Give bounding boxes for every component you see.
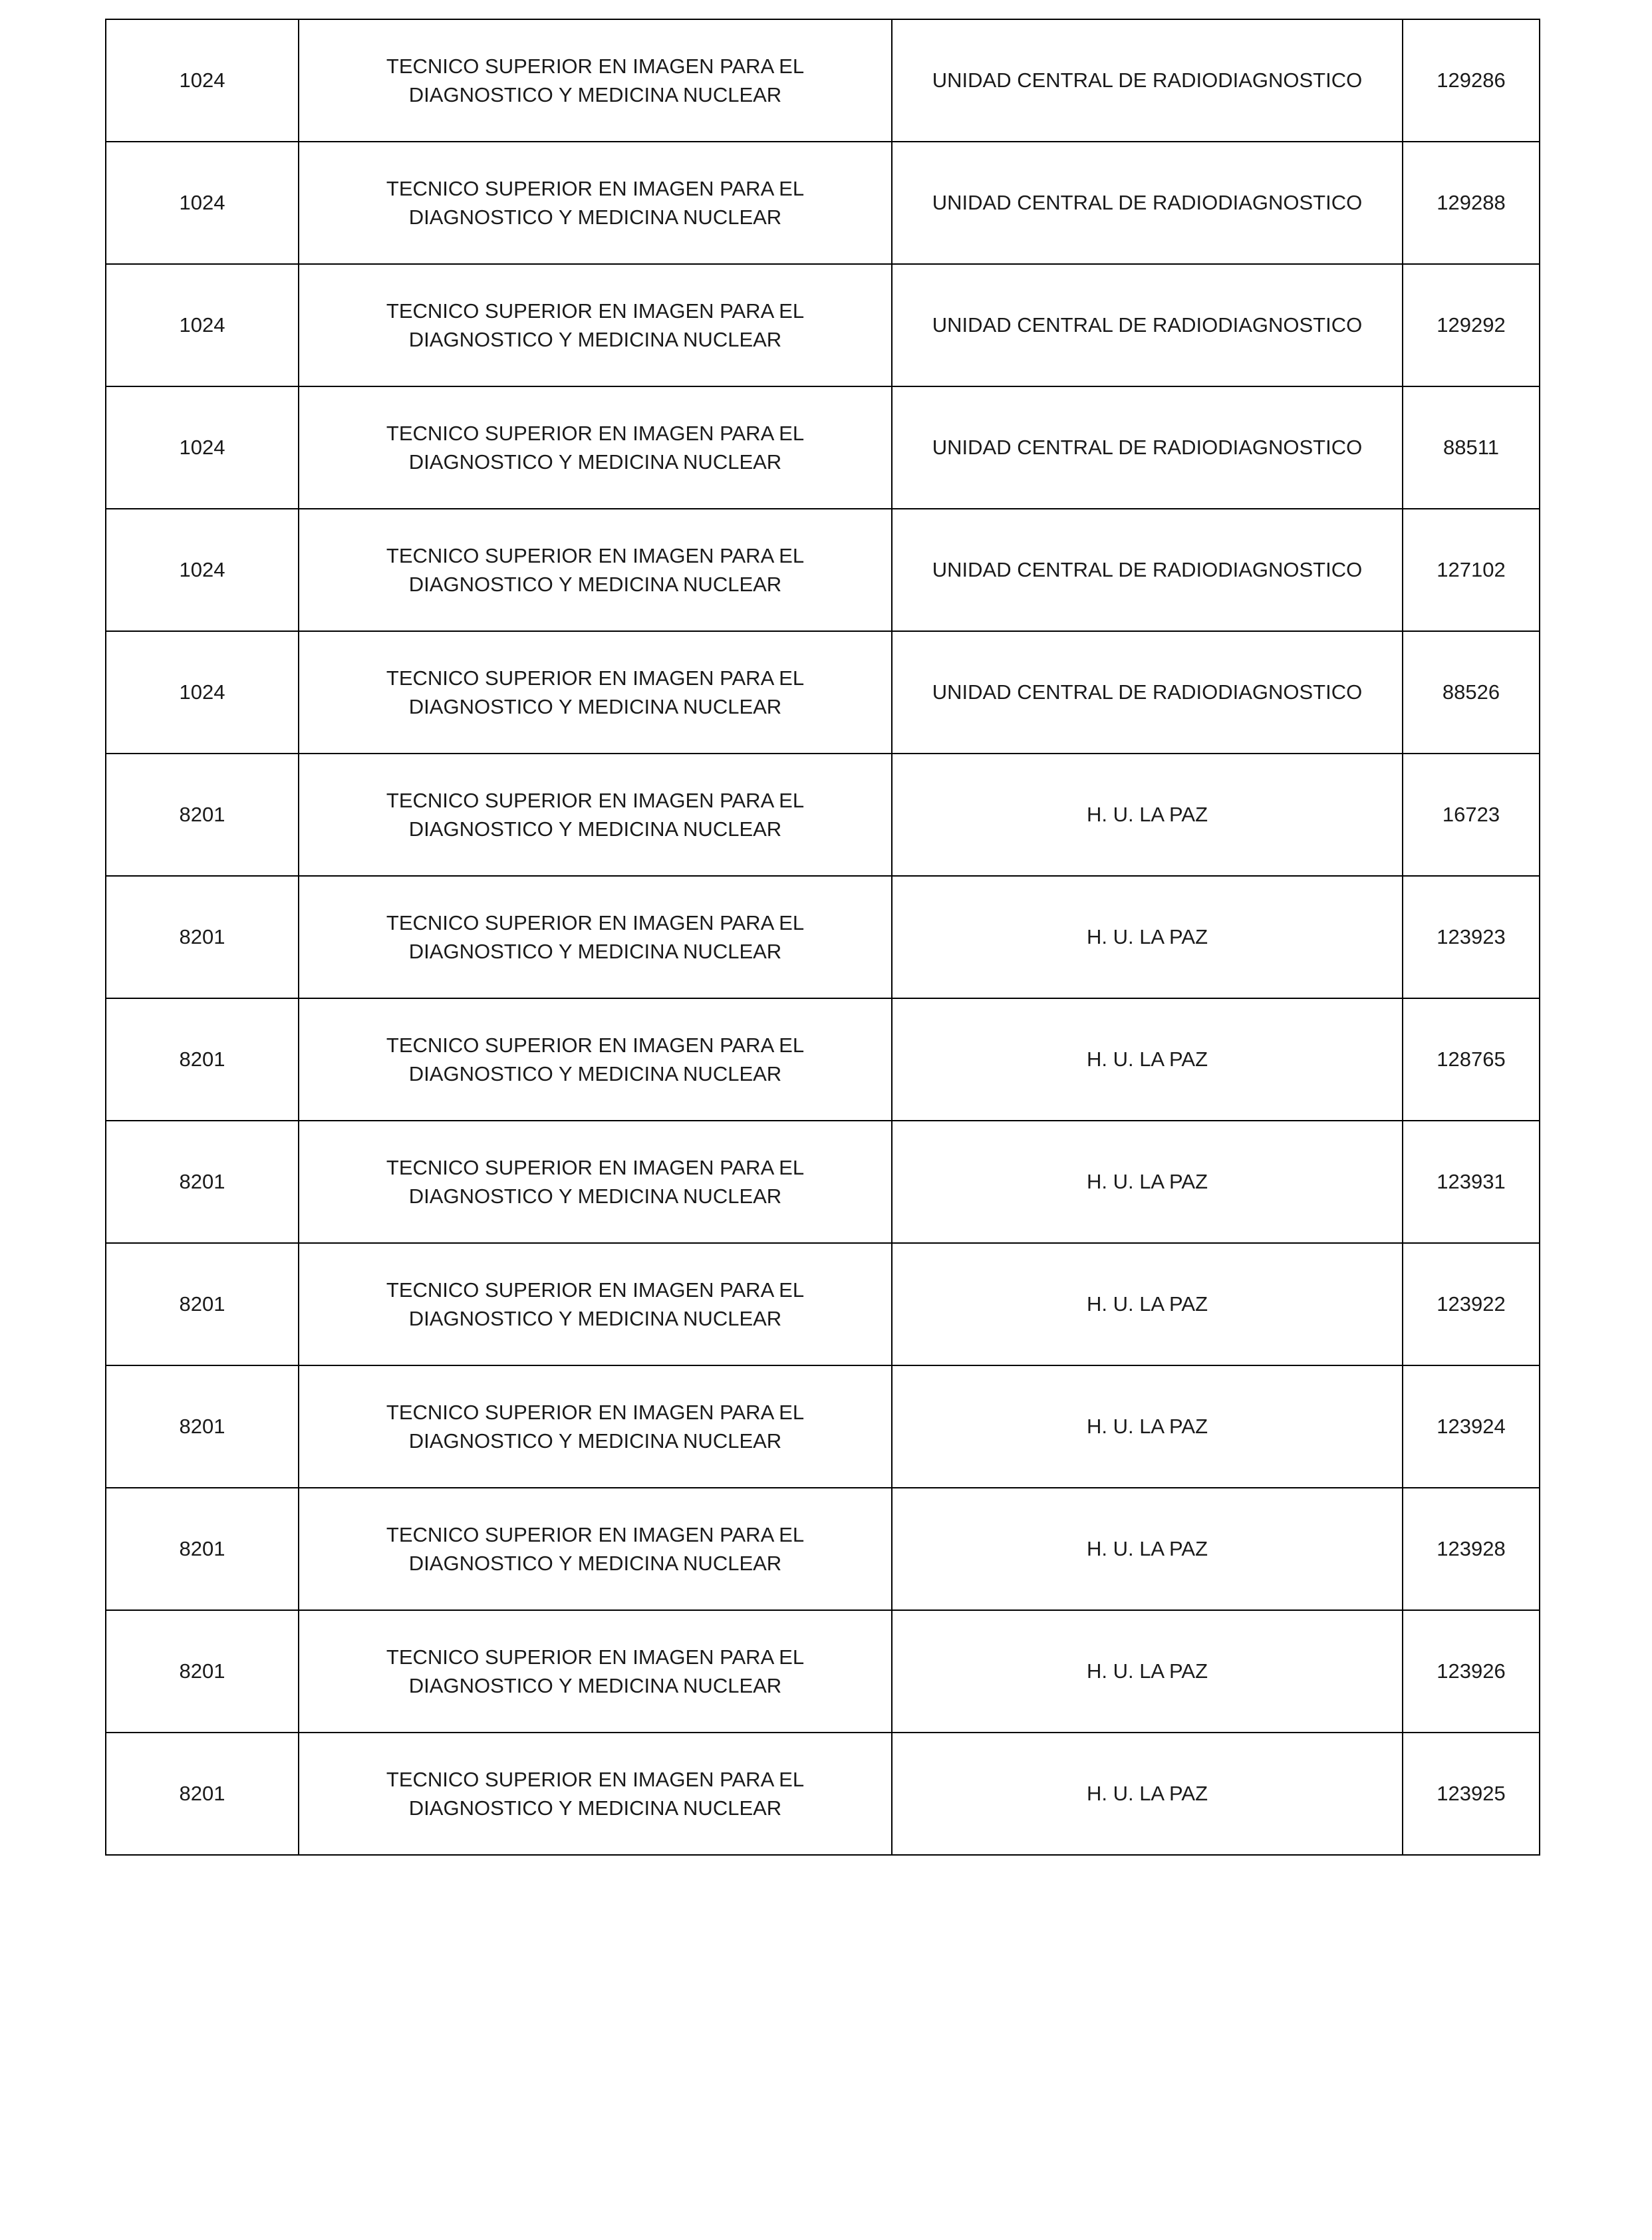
cell-code: 8201 bbox=[106, 1365, 299, 1488]
cell-number: 16723 bbox=[1403, 754, 1540, 876]
cell-code: 8201 bbox=[106, 1610, 299, 1733]
table-row bbox=[106, 1365, 1540, 1488]
cell-code: 1024 bbox=[106, 19, 299, 142]
cell-title: TECNICO SUPERIOR EN IMAGEN PARA EL DIAGNOSTICO Y MEDICINA NUCLEAR bbox=[299, 264, 892, 386]
cell-title: TECNICO SUPERIOR EN IMAGEN PARA EL DIAGNOSTICO Y MEDICINA NUCLEAR bbox=[299, 876, 892, 998]
cell-title: TECNICO SUPERIOR EN IMAGEN PARA EL DIAGNOSTICO Y MEDICINA NUCLEAR bbox=[299, 998, 892, 1121]
cell-number: 123925 bbox=[1403, 1733, 1540, 1855]
table-row bbox=[106, 509, 1540, 631]
table-body bbox=[106, 19, 1540, 1855]
cell-code: 1024 bbox=[106, 386, 299, 509]
cell-code: 1024 bbox=[106, 509, 299, 631]
cell-code: 8201 bbox=[106, 754, 299, 876]
cell-title: TECNICO SUPERIOR EN IMAGEN PARA EL DIAGNOSTICO Y MEDICINA NUCLEAR bbox=[299, 386, 892, 509]
cell-title: TECNICO SUPERIOR EN IMAGEN PARA EL DIAGNOSTICO Y MEDICINA NUCLEAR bbox=[299, 19, 892, 142]
cell-unit: UNIDAD CENTRAL DE RADIODIAGNOSTICO bbox=[892, 386, 1403, 509]
cell-title: TECNICO SUPERIOR EN IMAGEN PARA EL DIAGNOSTICO Y MEDICINA NUCLEAR bbox=[299, 1733, 892, 1855]
cell-number: 127102 bbox=[1403, 509, 1540, 631]
cell-number: 123928 bbox=[1403, 1488, 1540, 1610]
table-row bbox=[106, 1243, 1540, 1365]
cell-number: 123923 bbox=[1403, 876, 1540, 998]
cell-number: 129288 bbox=[1403, 142, 1540, 264]
cell-unit: H. U. LA PAZ bbox=[892, 1365, 1403, 1488]
cell-title: TECNICO SUPERIOR EN IMAGEN PARA EL DIAGNOSTICO Y MEDICINA NUCLEAR bbox=[299, 1610, 892, 1733]
cell-code: 1024 bbox=[106, 264, 299, 386]
table-row bbox=[106, 754, 1540, 876]
table-row bbox=[106, 1121, 1540, 1243]
cell-number: 128765 bbox=[1403, 998, 1540, 1121]
cell-title: TECNICO SUPERIOR EN IMAGEN PARA EL DIAGNOSTICO Y MEDICINA NUCLEAR bbox=[299, 1488, 892, 1610]
cell-number: 129286 bbox=[1403, 19, 1540, 142]
cell-code: 1024 bbox=[106, 631, 299, 754]
cell-title: TECNICO SUPERIOR EN IMAGEN PARA EL DIAGNOSTICO Y MEDICINA NUCLEAR bbox=[299, 1121, 892, 1243]
cell-unit: H. U. LA PAZ bbox=[892, 1733, 1403, 1855]
cell-number: 123931 bbox=[1403, 1121, 1540, 1243]
cell-title: TECNICO SUPERIOR EN IMAGEN PARA EL DIAGNOSTICO Y MEDICINA NUCLEAR bbox=[299, 142, 892, 264]
cell-unit: H. U. LA PAZ bbox=[892, 998, 1403, 1121]
cell-code: 8201 bbox=[106, 998, 299, 1121]
cell-code: 8201 bbox=[106, 1488, 299, 1610]
table-row bbox=[106, 386, 1540, 509]
cell-unit: H. U. LA PAZ bbox=[892, 1610, 1403, 1733]
cell-number: 88511 bbox=[1403, 386, 1540, 509]
cell-number: 123922 bbox=[1403, 1243, 1540, 1365]
table-row bbox=[106, 1488, 1540, 1610]
cell-code: 8201 bbox=[106, 1733, 299, 1855]
table-row bbox=[106, 264, 1540, 386]
cell-code: 1024 bbox=[106, 142, 299, 264]
table-row bbox=[106, 631, 1540, 754]
table-row bbox=[106, 998, 1540, 1121]
table-row bbox=[106, 876, 1540, 998]
cell-unit: H. U. LA PAZ bbox=[892, 1488, 1403, 1610]
cell-number: 88526 bbox=[1403, 631, 1540, 754]
cell-number: 129292 bbox=[1403, 264, 1540, 386]
cell-code: 8201 bbox=[106, 876, 299, 998]
cell-unit: H. U. LA PAZ bbox=[892, 1121, 1403, 1243]
table-row bbox=[106, 142, 1540, 264]
cell-code: 8201 bbox=[106, 1243, 299, 1365]
cell-unit: UNIDAD CENTRAL DE RADIODIAGNOSTICO bbox=[892, 142, 1403, 264]
table-row bbox=[106, 1733, 1540, 1855]
cell-title: TECNICO SUPERIOR EN IMAGEN PARA EL DIAGNOSTICO Y MEDICINA NUCLEAR bbox=[299, 754, 892, 876]
cell-code: 8201 bbox=[106, 1121, 299, 1243]
cell-unit: UNIDAD CENTRAL DE RADIODIAGNOSTICO bbox=[892, 19, 1403, 142]
cell-unit: UNIDAD CENTRAL DE RADIODIAGNOSTICO bbox=[892, 264, 1403, 386]
cell-unit: UNIDAD CENTRAL DE RADIODIAGNOSTICO bbox=[892, 509, 1403, 631]
cell-unit: H. U. LA PAZ bbox=[892, 876, 1403, 998]
cell-title: TECNICO SUPERIOR EN IMAGEN PARA EL DIAGNOSTICO Y MEDICINA NUCLEAR bbox=[299, 1365, 892, 1488]
cell-title: TECNICO SUPERIOR EN IMAGEN PARA EL DIAGNOSTICO Y MEDICINA NUCLEAR bbox=[299, 509, 892, 631]
cell-unit: H. U. LA PAZ bbox=[892, 754, 1403, 876]
cell-unit: UNIDAD CENTRAL DE RADIODIAGNOSTICO bbox=[892, 631, 1403, 754]
table-row bbox=[106, 1610, 1540, 1733]
cell-unit: H. U. LA PAZ bbox=[892, 1243, 1403, 1365]
positions-table bbox=[105, 19, 1540, 1856]
cell-number: 123926 bbox=[1403, 1610, 1540, 1733]
cell-title: TECNICO SUPERIOR EN IMAGEN PARA EL DIAGNOSTICO Y MEDICINA NUCLEAR bbox=[299, 631, 892, 754]
cell-number: 123924 bbox=[1403, 1365, 1540, 1488]
table-row bbox=[106, 19, 1540, 142]
cell-title: TECNICO SUPERIOR EN IMAGEN PARA EL DIAGNOSTICO Y MEDICINA NUCLEAR bbox=[299, 1243, 892, 1365]
